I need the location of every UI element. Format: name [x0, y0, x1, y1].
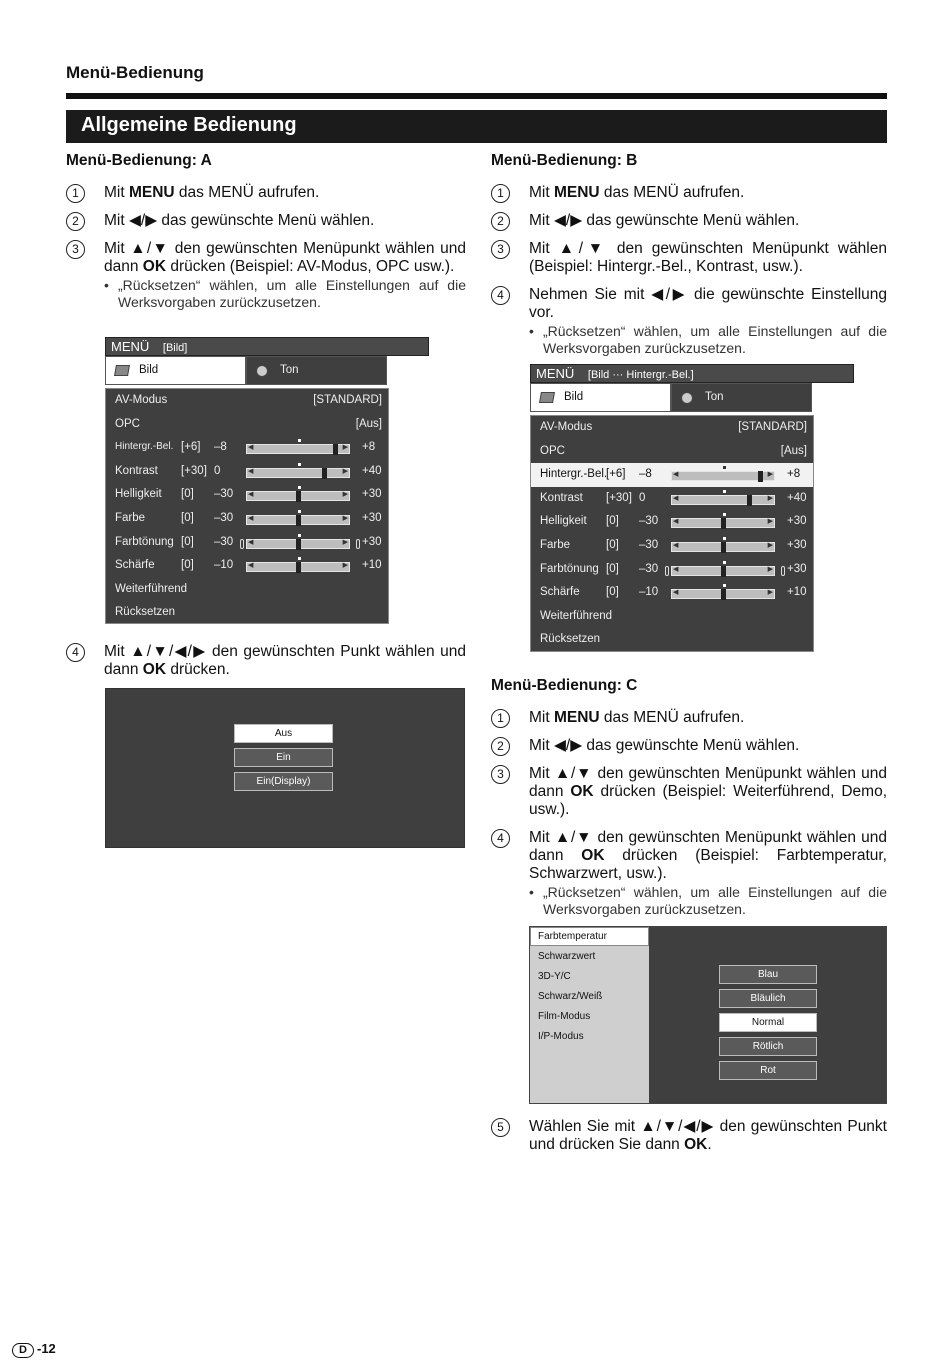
- tab-bild[interactable]: [105, 356, 246, 385]
- item-param: [0]: [181, 559, 194, 572]
- slider-knob[interactable]: [296, 539, 301, 550]
- menu-item-ruecksetzen[interactable]: [531, 628, 813, 652]
- item-param: [+30]: [606, 491, 632, 504]
- step-text: Mit ◀/▶ das gewünschte Menü wählen.: [529, 737, 800, 754]
- option-roetlich-button[interactable]: Rötlich: [719, 1037, 817, 1056]
- item-param: [0]: [181, 511, 194, 524]
- menu-tabs-b: [530, 383, 814, 412]
- step-c-1: [491, 709, 887, 727]
- slider-min: –30: [214, 535, 234, 548]
- slider-track[interactable]: [671, 518, 775, 528]
- item-label: Helligkeit: [115, 488, 162, 501]
- note-bullet: • „Rücksetzen“ wählen, um alle Einstellungen auf die Werksvorgaben zurückzusetzen.: [529, 323, 887, 357]
- menu-title-bar: [530, 364, 854, 383]
- submenu-item-ip-modus[interactable]: I/P-Modus: [538, 1031, 584, 1042]
- slider-min: –30: [639, 538, 659, 551]
- item-param: [0]: [181, 488, 194, 501]
- speaker-icon: [681, 392, 693, 404]
- step-number: 4: [491, 286, 510, 305]
- picture-icon: [114, 365, 130, 376]
- slider-max: +8: [362, 441, 376, 454]
- key-label: MENU: [128, 184, 175, 201]
- item-label: Weiterführend: [540, 609, 613, 622]
- menu-item-hintergr-bel[interactable]: [106, 436, 388, 460]
- option-normal-button[interactable]: Normal: [719, 1013, 817, 1032]
- slider-knob[interactable]: [322, 468, 327, 479]
- heading-b: Menü-Bedienung: B: [491, 152, 638, 169]
- step-a-2: [66, 212, 466, 230]
- item-param: [0]: [606, 515, 619, 528]
- item-value: [Aus]: [355, 417, 382, 430]
- menu-item-helligkeit[interactable]: [531, 510, 813, 534]
- step-number: 4: [66, 643, 85, 662]
- step-a-3: [66, 240, 466, 311]
- step-text: Mit MENU das MENÜ aufrufen.: [104, 184, 320, 201]
- menu-item-schaerfe[interactable]: [106, 554, 388, 578]
- item-label: Helligkeit: [540, 515, 587, 528]
- tab-label: Ton: [280, 364, 299, 376]
- slider-max: +30: [787, 538, 807, 551]
- step-number: 5: [491, 1118, 510, 1137]
- slider-min: –30: [214, 488, 234, 501]
- slider-min: –10: [214, 559, 234, 572]
- menu-item-opc[interactable]: [531, 440, 813, 464]
- step-b-2: [491, 212, 887, 230]
- options-panel-c: [529, 926, 887, 1104]
- slider-knob[interactable]: [333, 444, 338, 455]
- menu-item-kontrast[interactable]: [106, 460, 388, 484]
- item-label: Rücksetzen: [540, 633, 601, 646]
- step-a-4: [66, 643, 466, 679]
- item-label: Kontrast: [115, 464, 158, 477]
- item-value: [STANDARD]: [738, 421, 807, 433]
- speaker-icon: [256, 365, 268, 377]
- slider-max: +40: [362, 464, 382, 477]
- step-number: 1: [491, 709, 510, 728]
- menu-item-ruecksetzen[interactable]: [106, 601, 388, 625]
- heading-a: Menü-Bedienung: A: [66, 152, 212, 169]
- submenu-item-3d-yc[interactable]: 3D-Y/C: [538, 971, 571, 982]
- slider-max: +30: [787, 515, 807, 528]
- option-blau-button[interactable]: Blau: [719, 965, 817, 984]
- slider-max: +30: [362, 511, 382, 524]
- submenu-item-farbtemperatur[interactable]: Farbtemperatur: [538, 931, 607, 942]
- item-label: Farbtönung: [540, 562, 599, 575]
- step-number: 4: [491, 829, 510, 848]
- step-text: Mit ▲/▼ den gewünschten Menüpunkt wählen und dann OK drücken (Beispiel: AV-Modus, OPC usw.).: [104, 240, 466, 275]
- step-number: 2: [491, 737, 510, 756]
- slider-max: +10: [362, 559, 382, 572]
- step-number: 1: [66, 184, 85, 203]
- slider-knob[interactable]: [296, 562, 301, 573]
- slider-min: –8: [214, 441, 227, 454]
- slider-track[interactable]: [671, 471, 775, 481]
- slider-knob[interactable]: [721, 589, 726, 600]
- key-label: OK: [142, 258, 167, 275]
- step-number: 2: [491, 212, 510, 231]
- menu-title-bar: [105, 337, 429, 356]
- menu-item-opc[interactable]: [106, 413, 388, 437]
- page-banner: Allgemeine Bedienung: [66, 110, 887, 143]
- option-ein-button[interactable]: Ein: [234, 748, 333, 767]
- menu-path: [Bild]: [162, 342, 188, 354]
- step-text: Wählen Sie mit ▲/▼/◀/▶ den gewünschten Punkt und drücken Sie dann OK.: [529, 1118, 887, 1153]
- item-label: Hintergr.-Bel.: [540, 468, 608, 481]
- key-label: OK: [570, 783, 594, 800]
- menu-item-farbe[interactable]: [106, 507, 388, 531]
- menu-item-hintergr-bel-selected[interactable]: [531, 463, 813, 487]
- slider-track[interactable]: [246, 468, 350, 478]
- item-param: [0]: [606, 586, 619, 599]
- submenu-list: [530, 927, 649, 1103]
- key-label: MENU: [553, 709, 600, 726]
- step-text: Mit ▲/▼ den gewünschten Menüpunkt wählen und dann OK drücken (Beispiel: Weiterführend, Demo, usw.).: [529, 765, 887, 818]
- tab-ton[interactable]: [246, 356, 387, 385]
- submenu-item-schwarz-weiss[interactable]: Schwarz/Weiß: [538, 991, 603, 1002]
- key-label: OK: [142, 661, 167, 678]
- tab-ton[interactable]: [671, 383, 812, 412]
- slider-track[interactable]: [671, 566, 775, 576]
- picture-icon: [539, 392, 555, 403]
- step-b-4: [491, 286, 887, 357]
- menu-item-kontrast[interactable]: [531, 487, 813, 511]
- key-label: OK: [684, 1136, 708, 1153]
- osd-list-b: [530, 415, 814, 652]
- slider-track[interactable]: [246, 491, 350, 501]
- step-number: 3: [66, 240, 85, 259]
- slider-track[interactable]: [246, 562, 350, 572]
- step-text: Mit MENU das MENÜ aufrufen.: [529, 184, 745, 201]
- item-value: [Aus]: [780, 444, 807, 457]
- step-text: Mit ▲/▼ den gewünschten Menüpunkt wählen und dann OK drücken (Beispiel: Farbtemperatur, Schwarzwert, usw.).: [529, 829, 887, 882]
- menu-item-farbtoenung[interactable]: [106, 531, 388, 555]
- slider-max: +30: [787, 562, 807, 575]
- slider-min: 0: [639, 491, 646, 504]
- options-panel-a: [105, 688, 465, 848]
- step-b-1: [491, 184, 887, 202]
- item-param: [+30]: [181, 464, 207, 477]
- slider-knob[interactable]: [721, 542, 726, 553]
- slider-min: –10: [639, 586, 659, 599]
- menu-item-av-modus[interactable]: [106, 389, 388, 413]
- slider-max: +10: [787, 586, 807, 599]
- item-label: Schärfe: [115, 559, 155, 572]
- key-label: OK: [581, 847, 605, 864]
- step-text: Nehmen Sie mit ◀/▶ die gewünschte Einstellung vor.: [529, 286, 887, 321]
- menu-item-weiterfuehrend[interactable]: [531, 605, 813, 629]
- menu-item-farbe[interactable]: [531, 534, 813, 558]
- step-b-3: [491, 240, 887, 276]
- option-aus-button[interactable]: Aus: [234, 724, 333, 743]
- osd-menu-a: [105, 337, 429, 356]
- menu-title: MENÜ: [111, 339, 150, 354]
- step-text: Mit ◀/▶ das gewünschte Menü wählen.: [529, 212, 800, 229]
- item-label: Hintergr.-Bel.: [115, 441, 174, 453]
- item-label: Farbe: [115, 511, 146, 524]
- item-label: Kontrast: [540, 491, 583, 504]
- slider-min: 0: [214, 464, 221, 477]
- slider-knob[interactable]: [758, 471, 763, 482]
- menu-item-av-modus[interactable]: [531, 416, 813, 440]
- slider-knob[interactable]: [296, 515, 301, 526]
- tab-label: Bild: [139, 364, 159, 376]
- key-label: MENU: [553, 184, 600, 201]
- menu-tabs-a: [105, 356, 389, 385]
- step-number: 3: [491, 765, 510, 784]
- top-rule: [66, 93, 887, 99]
- slider-min: –8: [639, 468, 652, 481]
- menu-item-farbtoenung[interactable]: [531, 558, 813, 582]
- note-bullet: • „Rücksetzen“ wählen, um alle Einstellungen auf die Werksvorgaben zurückzusetzen.: [529, 884, 887, 918]
- slider-knob[interactable]: [296, 491, 301, 502]
- item-label: AV-Modus: [540, 421, 593, 433]
- slider-max: +8: [787, 468, 801, 481]
- step-c-4: [491, 829, 887, 918]
- slider-max: +30: [362, 535, 382, 548]
- step-c-2: [491, 737, 887, 755]
- step-number: 1: [491, 184, 510, 203]
- slider-knob[interactable]: [721, 566, 726, 577]
- osd-list-a: [105, 388, 389, 624]
- tab-label: Bild: [564, 391, 584, 403]
- step-text: Mit ◀/▶ das gewünschte Menü wählen.: [104, 212, 375, 229]
- language-badge: D: [12, 1343, 34, 1358]
- step-a-1: [66, 184, 466, 202]
- item-label: Rücksetzen: [115, 606, 176, 619]
- slider-min: –30: [214, 511, 234, 524]
- item-label: Schärfe: [540, 586, 580, 599]
- item-param: [+6]: [181, 441, 201, 454]
- item-param: [0]: [606, 562, 619, 575]
- menu-item-weiterfuehrend[interactable]: [106, 578, 388, 602]
- page-number: [12, 1341, 56, 1358]
- note-bullet: • „Rücksetzen“ wählen, um alle Einstellungen auf die Werksvorgaben zurückzusetzen.: [104, 277, 466, 311]
- menu-title: MENÜ: [536, 366, 575, 381]
- item-label: OPC: [540, 444, 565, 457]
- step-c-5: [491, 1118, 887, 1154]
- tab-bild[interactable]: [530, 383, 671, 412]
- item-label: Farbe: [540, 538, 571, 551]
- item-value: [STANDARD]: [313, 394, 382, 406]
- step-number: 3: [491, 240, 510, 259]
- item-label: OPC: [115, 417, 140, 430]
- slider-knob[interactable]: [747, 495, 752, 506]
- step-c-3: [491, 765, 887, 819]
- slider-max: +40: [787, 491, 807, 504]
- item-param: [0]: [606, 538, 619, 551]
- tab-label: Ton: [705, 391, 724, 403]
- slider-max: +30: [362, 488, 382, 501]
- menu-item-helligkeit[interactable]: [106, 483, 388, 507]
- page-number-text: -12: [37, 1341, 56, 1356]
- slider-track[interactable]: [246, 539, 350, 549]
- slider-track[interactable]: [246, 515, 350, 525]
- step-text: Mit ▲/▼/◀/▶ den gewünschten Punkt wählen und dann OK drücken.: [104, 643, 466, 678]
- slider-knob[interactable]: [721, 518, 726, 529]
- step-text: Mit ▲/▼ den gewünschten Menüpunkt wählen (Beispiel: Hintergr.-Bel., Kontrast, usw.).: [529, 240, 887, 275]
- step-number: 2: [66, 212, 85, 231]
- item-label: Farbtönung: [115, 535, 174, 548]
- item-param: [0]: [181, 535, 194, 548]
- slider-track[interactable]: [671, 589, 775, 599]
- option-blaeulich-button[interactable]: Bläulich: [719, 989, 817, 1008]
- slider-track[interactable]: [671, 495, 775, 505]
- section-title: Menü-Bedienung: [66, 63, 204, 82]
- option-rot-button[interactable]: Rot: [719, 1061, 817, 1080]
- slider-min: –30: [639, 562, 659, 575]
- menu-path: [Bild ··· Hintergr.-Bel.]: [587, 369, 694, 381]
- submenu-item-schwarzwert[interactable]: Schwarzwert: [538, 951, 596, 962]
- item-param: [+6]: [606, 468, 626, 481]
- item-label: AV-Modus: [115, 394, 168, 406]
- slider-min: –30: [639, 515, 659, 528]
- osd-menu-b: [530, 364, 854, 383]
- menu-item-schaerfe[interactable]: [531, 581, 813, 605]
- item-label: Weiterführend: [115, 582, 188, 595]
- slider-track[interactable]: [671, 542, 775, 552]
- heading-c: Menü-Bedienung: C: [491, 677, 638, 694]
- step-text: Mit MENU das MENÜ aufrufen.: [529, 709, 745, 726]
- option-ein-display-button[interactable]: Ein(Display): [234, 772, 333, 791]
- slider-track[interactable]: [246, 444, 350, 454]
- submenu-item-film-modus[interactable]: Film-Modus: [538, 1011, 591, 1022]
